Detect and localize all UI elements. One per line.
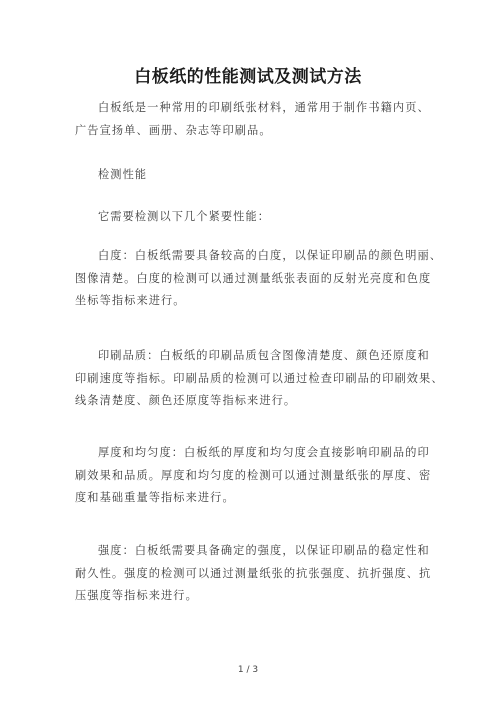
paragraph-line: 度和基础重量等指标来进行。 <box>75 491 235 504</box>
paragraph-line: 线条清楚度、颜色还原度等指标来进行。 <box>75 394 297 407</box>
paragraph-line: 图像清楚。白度的检测可以通过测量纸张表面的反射光亮度和色度 <box>75 271 432 285</box>
paragraph-lead <box>75 206 430 229</box>
paragraph-whiteness <box>75 245 443 313</box>
paragraph-line: 刷效果和品质。厚度和均匀度的检测可以通过测量纸张的厚度、密 <box>75 468 432 482</box>
paragraph-line: 强度：白板纸需要具备确定的强度，以保证印刷品的稳定性和 <box>98 544 430 557</box>
paragraph-thickness <box>75 442 430 510</box>
page-number: 1 / 3 <box>237 665 259 675</box>
paragraph-intro <box>75 97 430 142</box>
paragraph-line: 广告宣扬单、画册、杂志等印刷品。 <box>75 123 272 137</box>
paragraph-section-label <box>75 164 430 187</box>
paragraph-line: 印刷速度等指标。印刷品质的检测可以通过检查印刷品的印刷效果、 <box>75 371 444 385</box>
paragraph-print-quality <box>75 345 444 413</box>
paragraph-line: 厚度和均匀度：白板纸的厚度和均匀度会直接影响印刷品的印 <box>98 446 430 459</box>
paragraph-line: 压强度等指标来进行。 <box>75 589 198 602</box>
paragraph-line: 坐标等指标来进行。 <box>75 294 186 307</box>
paragraph-line: 印刷品质：白板纸的印刷品质包含图像清楚度、颜色还原度和 <box>98 349 430 362</box>
paragraph-line: 耐久性。强度的检测可以通过测量纸张的抗张强度、抗折强度、抗 <box>75 566 432 580</box>
paragraph-line: 它需要检测以下几个紧要性能： <box>98 210 271 223</box>
document-title: 白板纸的性能测试及测试方法 <box>134 67 362 87</box>
paragraph-line: 检测性能 <box>98 168 148 181</box>
paragraph-line: 白板纸是一种常用的印刷纸张材料，通常用于制作书籍内页、 <box>98 101 430 114</box>
paragraph-strength <box>75 540 430 608</box>
paragraph-line: 白度：白板纸需要具备较高的白度，以保证印刷品的颜色明丽、 <box>98 249 443 262</box>
